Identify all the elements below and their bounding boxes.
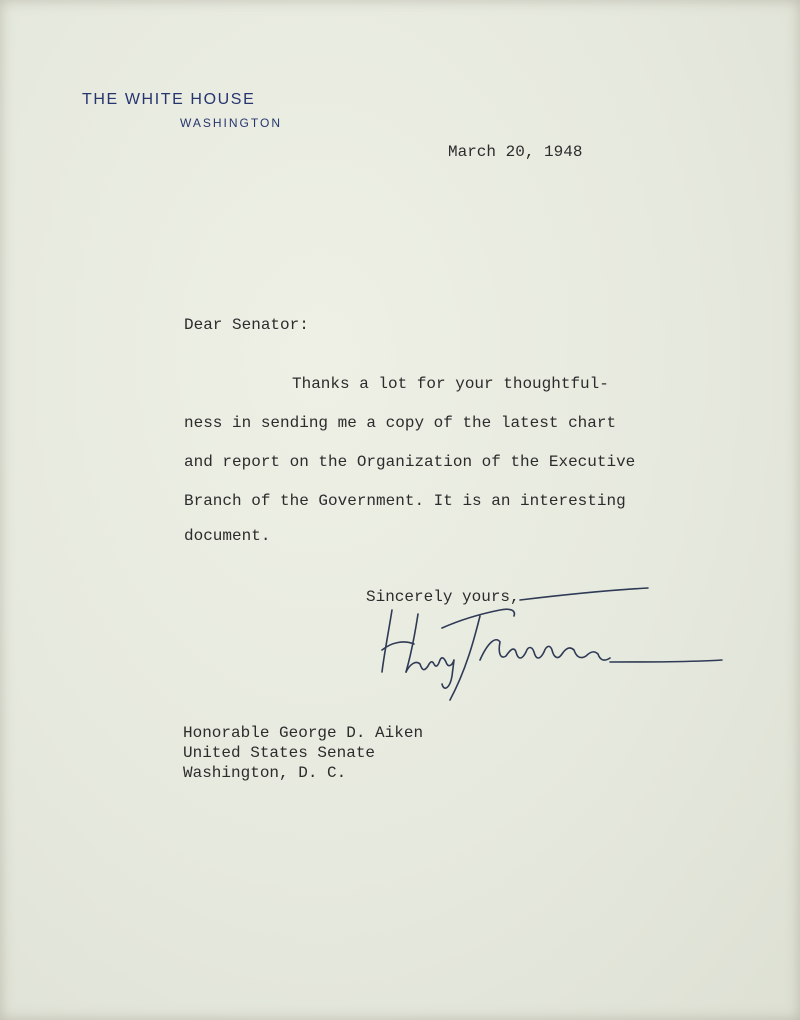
signature-stroke xyxy=(450,616,480,700)
body-line: Branch of the Government. It is an interesting xyxy=(184,492,626,510)
body-line: and report on the Organization of the Executive xyxy=(184,453,636,471)
letter-date: March 20, 1948 xyxy=(448,143,583,161)
body-line: document. xyxy=(184,527,271,545)
addressee-line: Washington, D. C. xyxy=(183,764,347,782)
signature-stroke xyxy=(520,588,648,600)
signature xyxy=(370,580,740,710)
signature-stroke xyxy=(406,658,454,688)
body-line: ness in sending me a copy of the latest chart xyxy=(184,414,617,432)
signature-stroke xyxy=(382,610,392,672)
addressee-line: United States Senate xyxy=(183,744,376,762)
closing: Sincerely yours, xyxy=(366,588,520,606)
signature-stroke xyxy=(610,660,722,662)
body-line: Thanks a lot for your thoughtful- xyxy=(292,375,609,393)
addressee-line: Honorable George D. Aiken xyxy=(183,724,424,742)
letterhead-title: THE WHITE HOUSE xyxy=(82,91,256,108)
letterhead-subtitle: WASHINGTON xyxy=(180,116,283,130)
signature-stroke xyxy=(480,640,610,660)
salutation: Dear Senator: xyxy=(184,316,309,334)
